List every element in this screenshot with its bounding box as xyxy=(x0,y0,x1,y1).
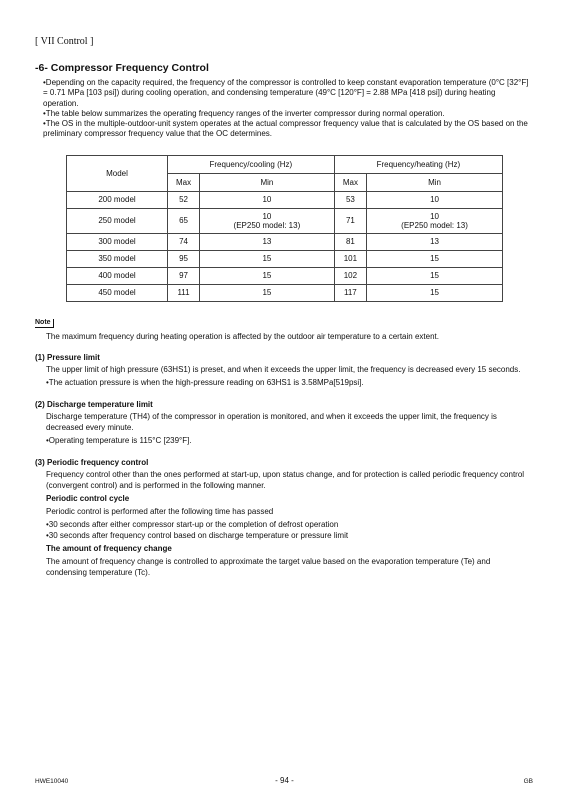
intro-bullet: •The table below summarizes the operating frequency ranges of the inverter compressor during normal operation. xyxy=(43,108,445,118)
pressure-limit-title: (1) Pressure limit xyxy=(35,352,100,362)
table-row xyxy=(67,284,503,301)
header-model: Model xyxy=(67,155,168,191)
cell-value: 10 xyxy=(262,211,272,221)
discharge-limit-section xyxy=(35,400,531,446)
periodic-cycle-bullet: •30 seconds after either compressor start-up or the completion of defrost operation xyxy=(46,520,339,530)
cell-heat-max: 71 xyxy=(334,208,366,233)
cell-heat-min: 13 xyxy=(367,233,503,250)
frequency-change-title: The amount of frequency change xyxy=(46,544,172,554)
cell-cool-max: 111 xyxy=(168,284,200,301)
cell-heat-min: 10 xyxy=(367,191,503,208)
periodic-cycle-bullet: •30 seconds after frequency control based on discharge temperature or pressure limit xyxy=(46,530,349,540)
discharge-limit-text: Discharge temperature (TH4) of the compressor in operation is monitored, and when it exceeds the upper limit, the frequency is decreased every minute. xyxy=(46,412,497,432)
cell-heat-max: 117 xyxy=(334,284,366,301)
cell-cool-min: 15 xyxy=(200,250,335,267)
cell-cool-min: 15 xyxy=(200,267,335,284)
periodic-cycle-title: Periodic control cycle xyxy=(46,493,130,503)
cell-cool-min: 10 xyxy=(200,191,335,208)
frequency-table xyxy=(66,155,503,302)
discharge-limit-body xyxy=(46,412,531,446)
intro-bullets xyxy=(43,78,531,140)
periodic-control-text: Frequency control other than the ones performed at start-up, upon status change, and for protection is called periodic frequency control (convergent control) and is performed in the following manner. xyxy=(46,470,525,490)
cell-cool-max: 95 xyxy=(168,250,200,267)
cell-model: 400 model xyxy=(67,267,168,284)
periodic-cycle-text: Periodic control is performed after the following time has passed xyxy=(46,507,274,517)
note-label: Note xyxy=(35,319,54,328)
cell-heat-min: 15 xyxy=(367,284,503,301)
chapter-header: [ VII Control ] xyxy=(35,36,94,47)
cell-cool-max: 97 xyxy=(168,267,200,284)
discharge-limit-title: (2) Discharge temperature limit xyxy=(35,400,153,410)
footer-region: GB xyxy=(523,778,533,785)
cell-value: 10 xyxy=(430,211,439,221)
pressure-limit-section xyxy=(35,352,531,389)
page-content xyxy=(35,62,531,578)
periodic-control-section xyxy=(35,458,531,578)
cell-note: (EP250 model: 13) xyxy=(401,220,468,230)
table-header-row xyxy=(67,155,503,173)
table-row xyxy=(67,233,503,250)
section-title: -6- Compressor Frequency Control xyxy=(35,62,209,74)
periodic-control-body xyxy=(46,470,531,578)
subheader-heat-min: Min xyxy=(367,173,503,191)
cell-model: 450 model xyxy=(67,284,168,301)
cell-heat-max: 81 xyxy=(334,233,366,250)
header-heating: Frequency/heating (Hz) xyxy=(334,155,502,173)
cell-cool-min: 15 xyxy=(200,284,335,301)
cell-heat-max: 102 xyxy=(334,267,366,284)
note-text: The maximum frequency during heating operation is affected by the outdoor air temperature to a certain extent. xyxy=(46,331,439,341)
table-row xyxy=(67,191,503,208)
discharge-limit-bullet: •Operating temperature is 115°C [239°F]. xyxy=(46,435,192,445)
cell-cool-min: 13 xyxy=(200,233,335,250)
cell-heat-min xyxy=(367,208,503,233)
cell-heat-min: 15 xyxy=(367,250,503,267)
cell-cool-max: 65 xyxy=(168,208,200,233)
cell-cool-max: 52 xyxy=(168,191,200,208)
periodic-control-title: (3) Periodic frequency control xyxy=(35,458,149,468)
pressure-limit-bullet: •The actuation pressure is when the high-pressure reading on 63HS1 is 3.58MPa[519psi]. xyxy=(46,378,364,388)
table-row xyxy=(67,208,503,233)
header-cooling: Frequency/cooling (Hz) xyxy=(168,155,335,173)
cell-model: 350 model xyxy=(67,250,168,267)
cell-heat-max: 53 xyxy=(334,191,366,208)
intro-bullet: •Depending on the capacity required, the frequency of the compressor is controlled to keep constant evaporation temperature (0°C [32°F] = 0.71 MPa [103 psi]) during cooling operation, and condensing temperature (49°C [120°F] = 2.88 MPa [418 psi]) during heating operation. xyxy=(43,78,529,108)
intro-bullet: •The OS in the multiple-outdoor-unit system operates at the actual compressor frequency value that is calculated by the OS based on the preliminary compressor frequency value that the OC determines. xyxy=(43,119,528,139)
cell-model: 200 model xyxy=(67,191,168,208)
cell-heat-min: 15 xyxy=(367,267,503,284)
subheader-cool-min: Min xyxy=(200,173,335,191)
subheader-cool-max: Max xyxy=(168,173,200,191)
cell-model: 250 model xyxy=(67,208,168,233)
table-row xyxy=(67,267,503,284)
frequency-change-text: The amount of frequency change is controlled to approximate the target value based on the evaporation temperature (Te) and condensing temperature (Tc). xyxy=(46,557,491,577)
footer-doc-code: HWE10040 xyxy=(35,778,69,785)
note-block xyxy=(35,311,531,341)
footer-page-number: - 94 - xyxy=(275,776,294,785)
cell-cool-max: 74 xyxy=(168,233,200,250)
pressure-limit-text: The upper limit of high pressure (63HS1) is preset, and when it exceeds the upper limit, the frequency is decreased every 15 seconds. xyxy=(46,364,521,374)
cell-note: (EP250 model: 13) xyxy=(233,220,301,230)
pressure-limit-body xyxy=(46,365,531,389)
table-row xyxy=(67,250,503,267)
subheader-heat-max: Max xyxy=(334,173,366,191)
cell-cool-min xyxy=(200,208,335,233)
cell-heat-max: 101 xyxy=(334,250,366,267)
cell-model: 300 model xyxy=(67,233,168,250)
